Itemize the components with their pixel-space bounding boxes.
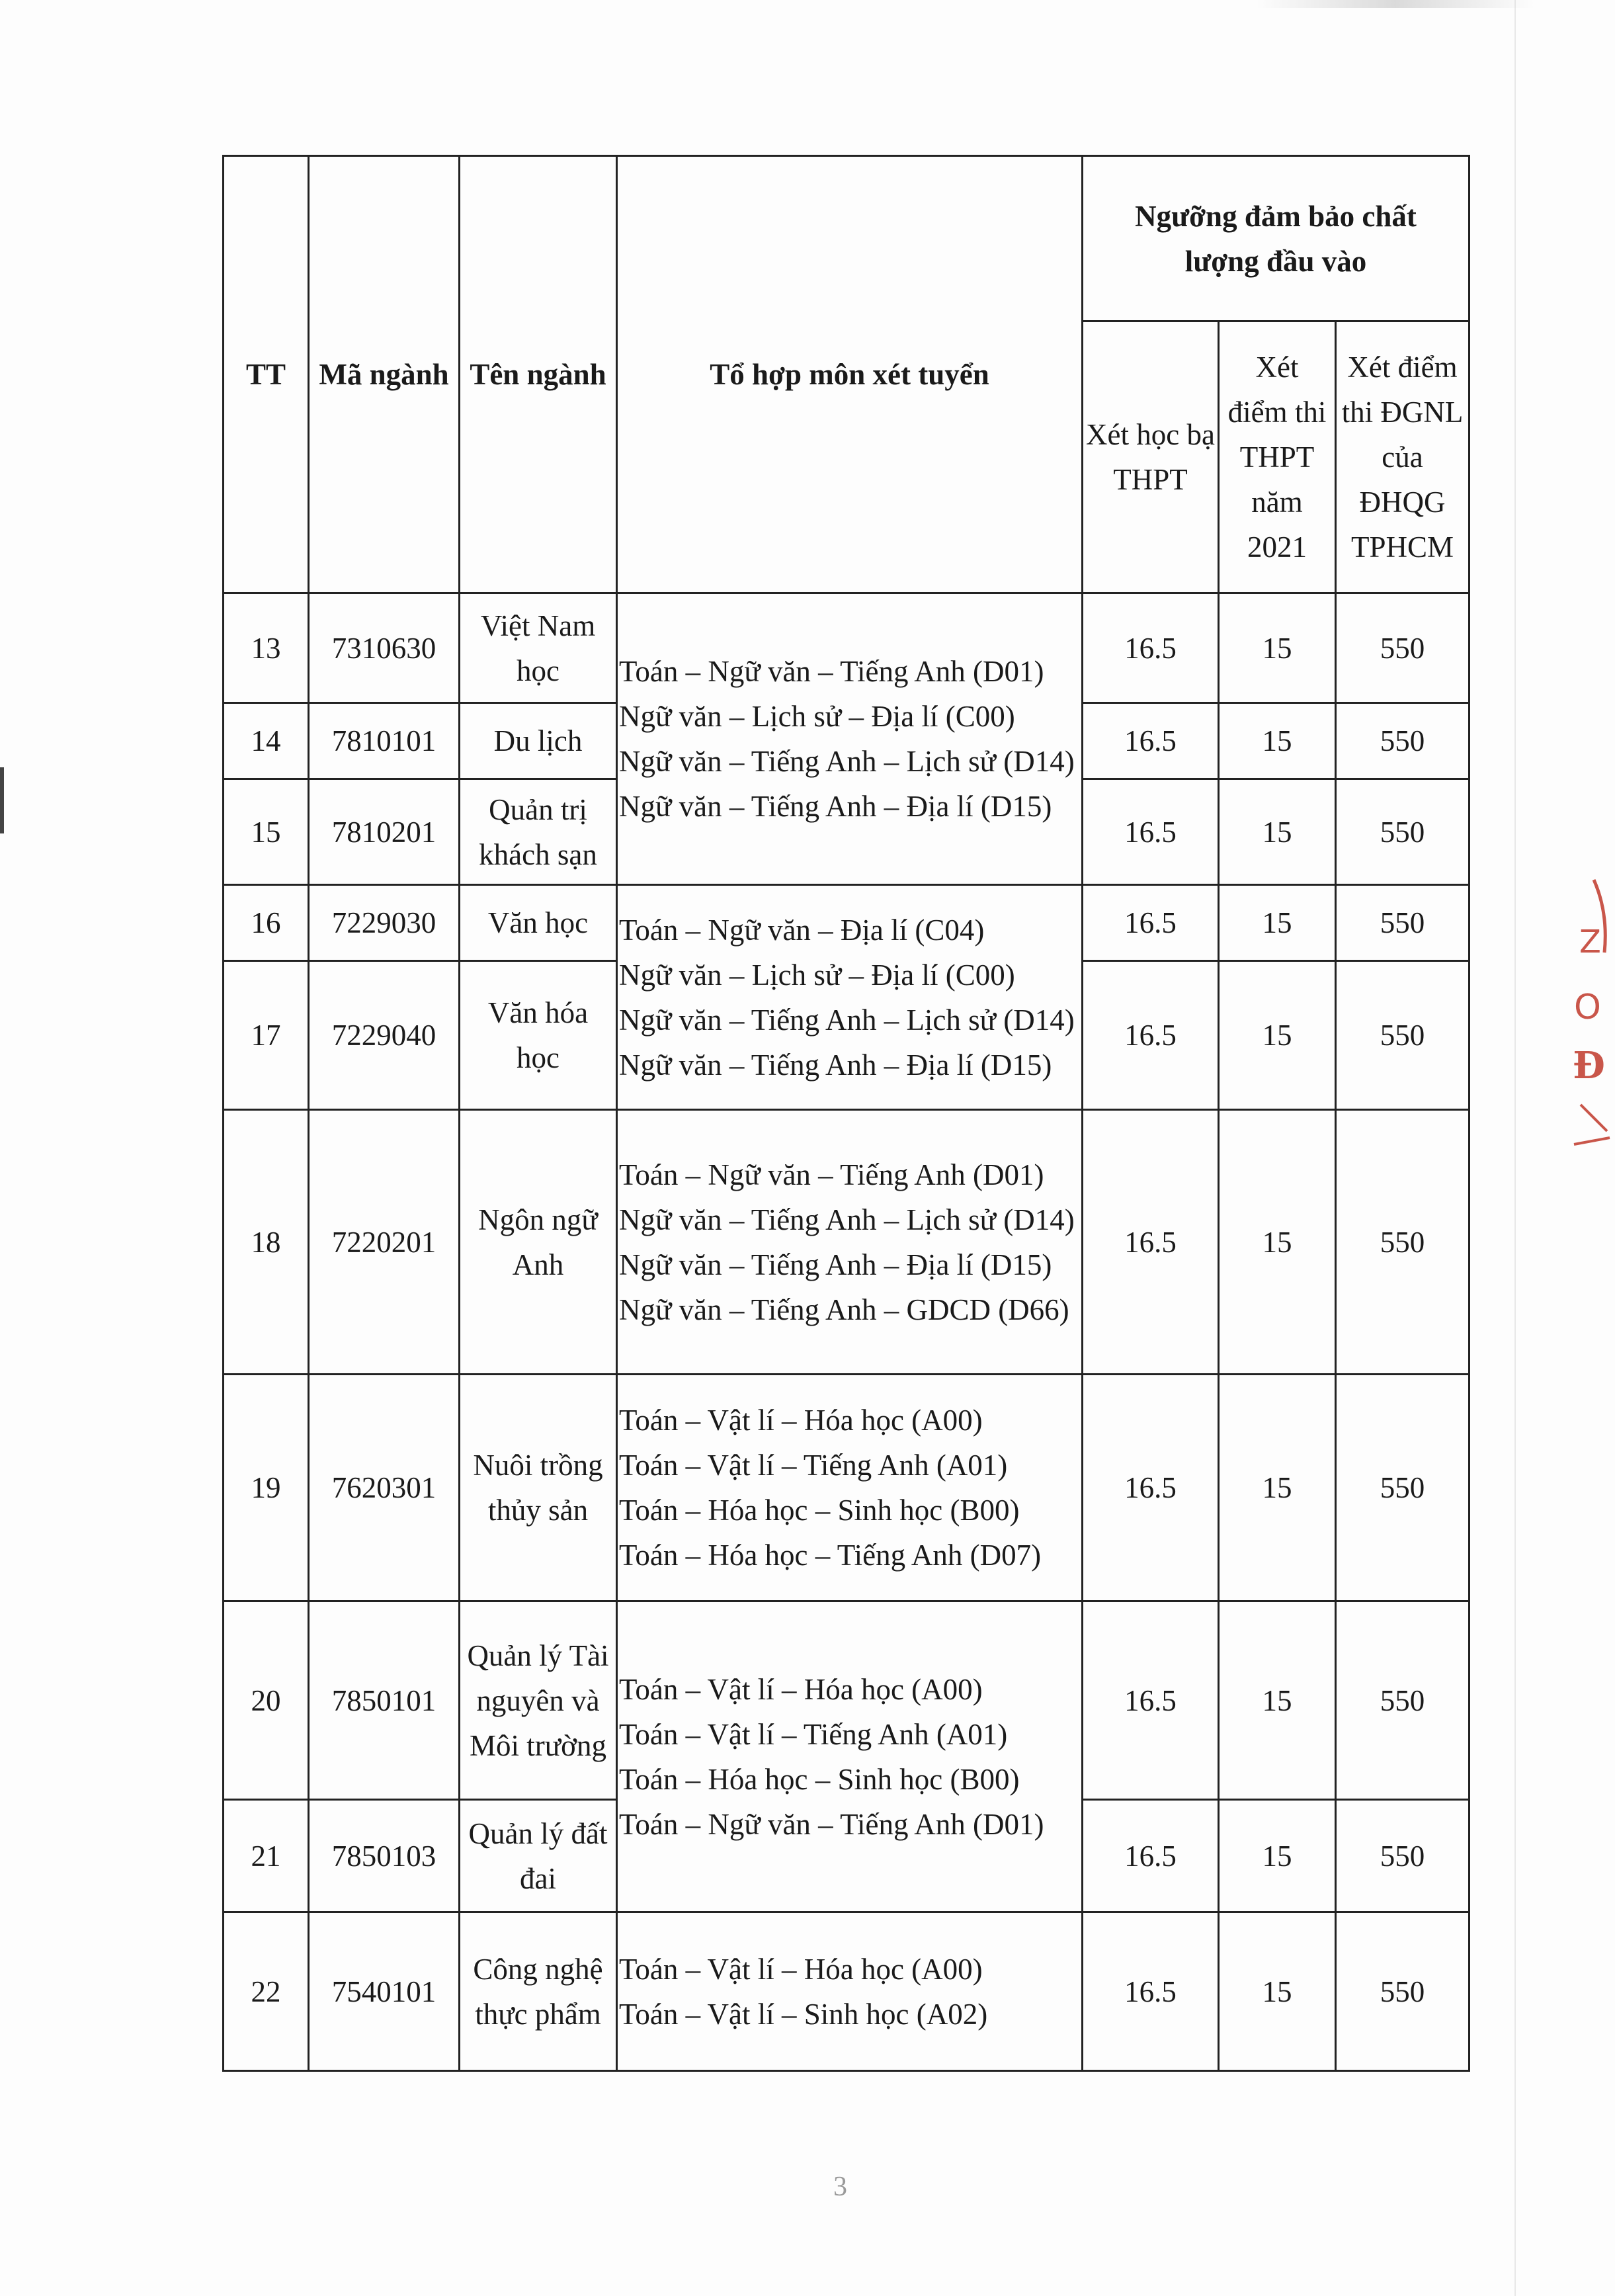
combo-line: Ngữ văn – Tiếng Anh – Lịch sử (D14): [619, 1203, 1075, 1236]
row-hocba: 16.5: [1083, 961, 1219, 1110]
row-tt: 15: [224, 779, 309, 885]
combo-line: Ngữ văn – Tiếng Anh – Lịch sử (D14): [619, 1003, 1075, 1037]
row-tt: 17: [224, 961, 309, 1110]
row-code: 7220201: [309, 1110, 460, 1375]
row-dgnl: 550: [1336, 1110, 1470, 1375]
combo-line: Ngữ văn – Tiếng Anh – Địa lí (D15): [619, 1248, 1052, 1281]
row-tt: 20: [224, 1601, 309, 1800]
table-row: [224, 1110, 1470, 1375]
row-dgnl: 550: [1336, 1601, 1470, 1800]
red-seal-stamp: [1567, 853, 1615, 1158]
row-hocba: 16.5: [1083, 885, 1219, 961]
table-row: [224, 593, 1470, 703]
row-code: 7229030: [309, 885, 460, 961]
combo-line: Toán – Vật lí – Tiếng Anh (A01): [619, 1717, 1008, 1751]
combo-line: Toán – Vật lí – Sinh học (A02): [619, 1997, 988, 2031]
header-major-code: Mã ngành: [309, 156, 460, 593]
combo-line: Toán – Ngữ văn – Địa lí (C04): [619, 913, 985, 947]
header-thpt-score: Xét điểm thi THPT năm 2021: [1219, 321, 1336, 593]
table-row: [224, 1601, 1470, 1800]
row-thpt: 15: [1219, 703, 1336, 779]
header-subject-combos: Tổ hợp môn xét tuyển: [617, 156, 1083, 593]
table-row: [224, 1375, 1470, 1601]
row-name: Công nghệ thực phẩm: [460, 1912, 617, 2071]
combo-cell: [617, 885, 1083, 1110]
combo-line: Toán – Vật lí – Hóa học (A00): [619, 1952, 983, 1986]
combo-cell: [617, 1110, 1083, 1375]
row-dgnl: 550: [1336, 885, 1470, 961]
header-major-name: Tên ngành: [460, 156, 617, 593]
combo-line: Toán – Vật lí – Hóa học (A00): [619, 1404, 983, 1437]
combo-line: Toán – Ngữ văn – Tiếng Anh (D01): [619, 1807, 1044, 1841]
row-tt: 19: [224, 1375, 309, 1601]
row-code: 7620301: [309, 1375, 460, 1601]
row-hocba: 16.5: [1083, 1601, 1219, 1800]
table-row: [224, 1912, 1470, 2071]
svg-text:Z: Z: [1579, 923, 1601, 960]
row-hocba: 16.5: [1083, 779, 1219, 885]
row-code: 7229040: [309, 961, 460, 1110]
row-thpt: 15: [1219, 1375, 1336, 1601]
svg-text:Đ: Đ: [1573, 1044, 1605, 1087]
combo-line: Ngữ văn – Tiếng Anh – GDCD (D66): [619, 1293, 1069, 1326]
row-thpt: 15: [1219, 1601, 1336, 1800]
row-thpt: 15: [1219, 1800, 1336, 1912]
admissions-table: [222, 155, 1470, 2072]
combo-line: Ngữ văn – Tiếng Anh – Lịch sử (D14): [619, 745, 1075, 778]
row-dgnl: 550: [1336, 1912, 1470, 2071]
row-hocba: 16.5: [1083, 1912, 1219, 2071]
row-hocba: 16.5: [1083, 1110, 1219, 1375]
combo-line: Toán – Hóa học – Tiếng Anh (D07): [619, 1539, 1042, 1572]
row-code: 7850103: [309, 1800, 460, 1912]
row-name: Du lịch: [460, 703, 617, 779]
row-code: 7540101: [309, 1912, 460, 2071]
combo-line: Toán – Vật lí – Hóa học (A00): [619, 1672, 983, 1706]
row-tt: 16: [224, 885, 309, 961]
row-name: Văn học: [460, 885, 617, 961]
row-thpt: 15: [1219, 961, 1336, 1110]
combo-line: Ngữ văn – Lịch sử – Địa lí (C00): [619, 958, 1015, 992]
row-hocba: 16.5: [1083, 593, 1219, 703]
header-dgnl-score: Xét điểm thi ĐGNL của ĐHQG TPHCM: [1336, 321, 1470, 593]
row-name: Việt Nam học: [460, 593, 617, 703]
row-hocba: 16.5: [1083, 703, 1219, 779]
combo-cell: [617, 1601, 1083, 1912]
row-hocba: 16.5: [1083, 1375, 1219, 1601]
combo-cell: [617, 1375, 1083, 1601]
row-dgnl: 550: [1336, 593, 1470, 703]
row-thpt: 15: [1219, 1110, 1336, 1375]
combo-line: Toán – Ngữ văn – Tiếng Anh (D01): [619, 655, 1044, 688]
row-thpt: 15: [1219, 885, 1336, 961]
row-name: Nuôi trồng thủy sản: [460, 1375, 617, 1601]
row-code: 7810201: [309, 779, 460, 885]
row-code: 7810101: [309, 703, 460, 779]
combo-cell: [617, 1912, 1083, 2071]
header-tt: TT: [224, 156, 309, 593]
row-tt: 13: [224, 593, 309, 703]
row-thpt: 15: [1219, 593, 1336, 703]
row-name: Văn hóa học: [460, 961, 617, 1110]
table-row: [224, 885, 1470, 961]
combo-line: Toán – Hóa học – Sinh học (B00): [619, 1762, 1020, 1796]
row-dgnl: 550: [1336, 961, 1470, 1110]
row-code: 7310630: [309, 593, 460, 703]
row-dgnl: 550: [1336, 703, 1470, 779]
header-threshold: Ngưỡng đảm bảo chất lượng đầu vào: [1083, 156, 1470, 321]
row-hocba: 16.5: [1083, 1800, 1219, 1912]
row-tt: 22: [224, 1912, 309, 2071]
row-thpt: 15: [1219, 1912, 1336, 2071]
row-tt: 18: [224, 1110, 309, 1375]
combo-line: Ngữ văn – Lịch sử – Địa lí (C00): [619, 700, 1015, 733]
combo-line: Ngữ văn – Tiếng Anh – Địa lí (D15): [619, 1048, 1052, 1082]
page-number: 3: [833, 2172, 847, 2202]
page-edge: [1514, 0, 1516, 2296]
row-name: Quản lý đất đai: [460, 1800, 617, 1912]
svg-text:O: O: [1574, 988, 1601, 1027]
combo-line: Toán – Ngữ văn – Tiếng Anh (D01): [619, 1158, 1044, 1191]
header-hocba: Xét học bạ THPT: [1083, 321, 1219, 593]
header-row: [224, 156, 1470, 321]
row-name: Quản trị khách sạn: [460, 779, 617, 885]
row-tt: 14: [224, 703, 309, 779]
row-tt: 21: [224, 1800, 309, 1912]
row-code: 7850101: [309, 1601, 460, 1800]
combo-line: Toán – Hóa học – Sinh học (B00): [619, 1494, 1020, 1527]
scan-mark: [0, 767, 4, 833]
row-dgnl: 550: [1336, 1375, 1470, 1601]
scan-smudge: [1257, 0, 1534, 8]
row-name: Quản lý Tài nguyên và Môi trường: [460, 1601, 617, 1800]
combo-line: Ngữ văn – Tiếng Anh – Địa lí (D15): [619, 790, 1052, 823]
combo-cell: [617, 593, 1083, 885]
row-dgnl: 550: [1336, 779, 1470, 885]
row-name: Ngôn ngữ Anh: [460, 1110, 617, 1375]
row-thpt: 15: [1219, 779, 1336, 885]
row-dgnl: 550: [1336, 1800, 1470, 1912]
combo-line: Toán – Vật lí – Tiếng Anh (A01): [619, 1449, 1008, 1482]
